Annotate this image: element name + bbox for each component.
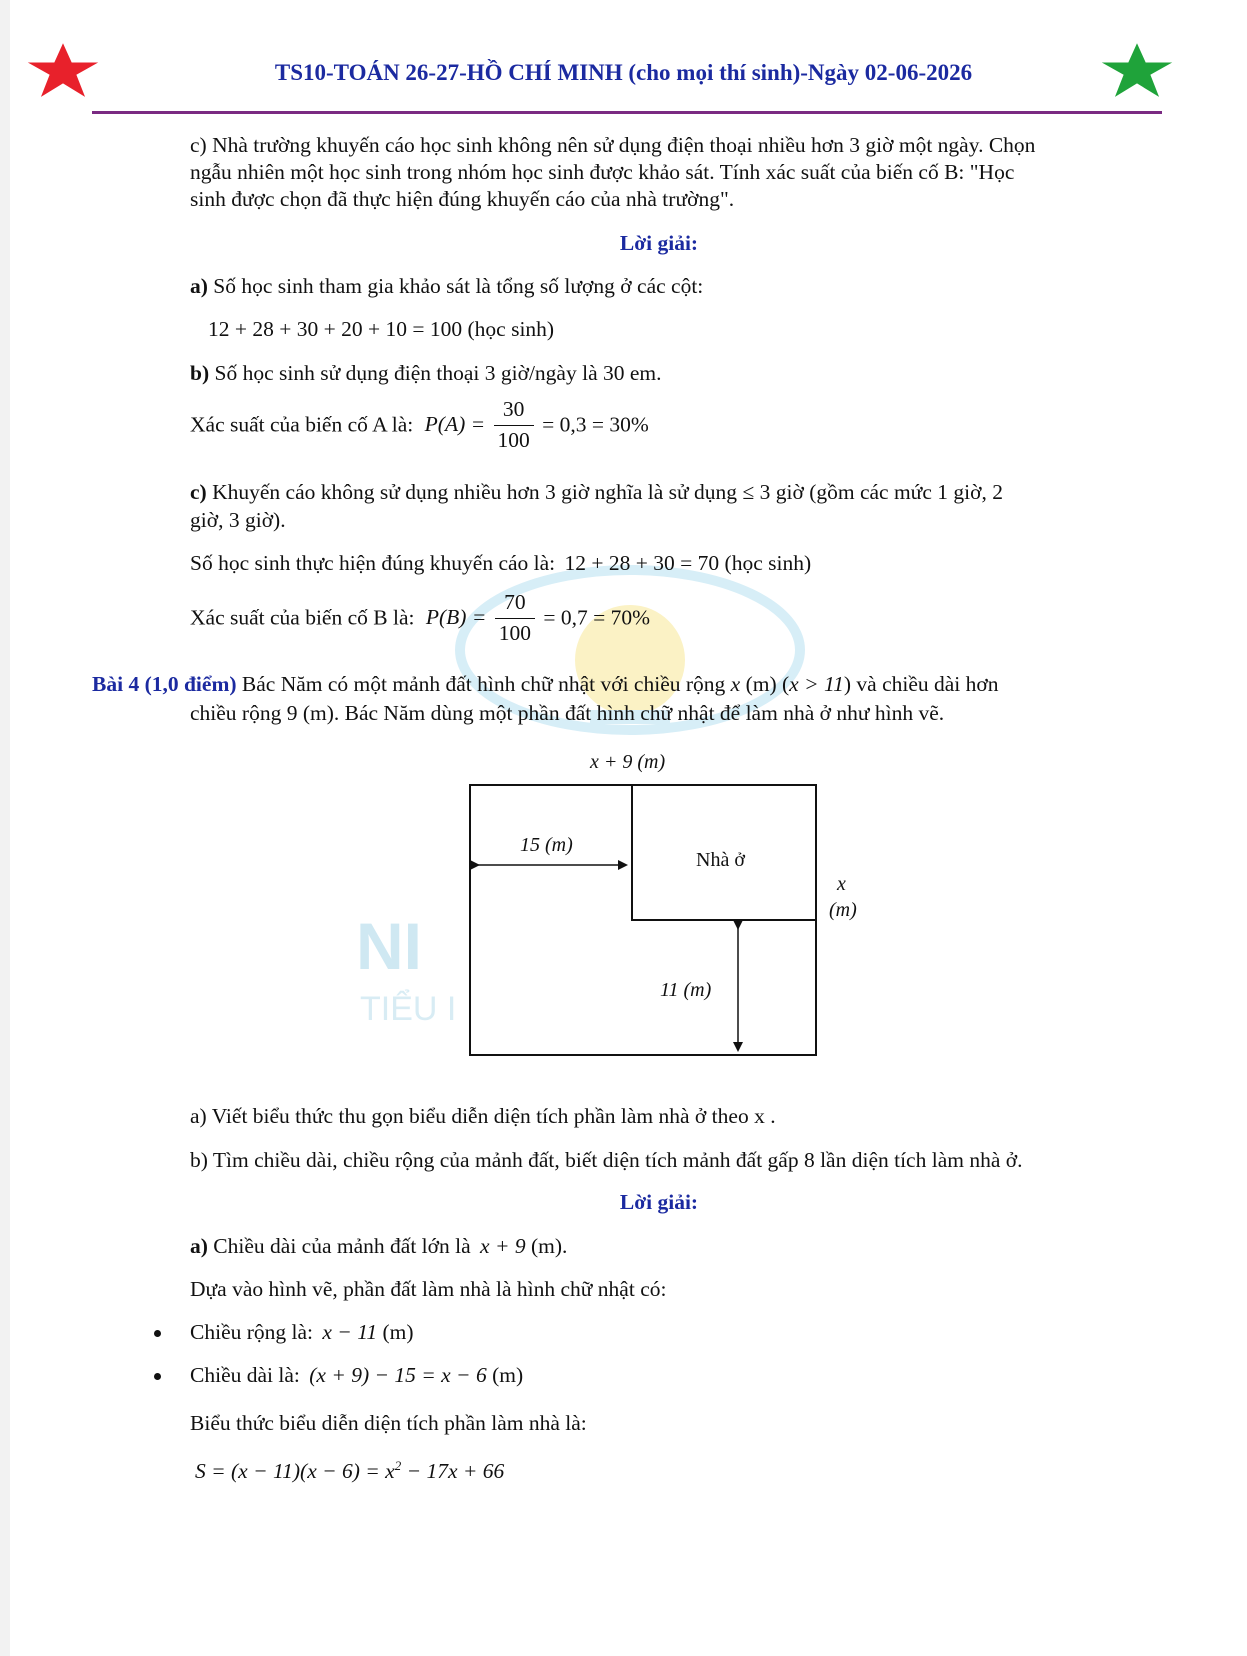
sol3-count-unit: (học sinh) xyxy=(724,551,812,575)
sol4-length-expression: (x + 9) − 15 = x − 6 xyxy=(309,1363,487,1387)
sol3-pa-line xyxy=(190,397,649,454)
sol3-pb-line xyxy=(190,590,650,647)
sol4-width-expression: x − 11 xyxy=(322,1320,378,1344)
q4-line-2: chiều rộng 9 (m). Bác Năm dùng một phần đất hình chữ nhật để làm nhà ở như hình vẽ. xyxy=(190,701,945,725)
figure-top-label: x + 9 (m) xyxy=(590,751,666,773)
sol4-area-intro: Biểu thức biểu diễn diện tích phần làm nhà là: xyxy=(190,1411,587,1435)
bullet-dot-icon xyxy=(154,1330,161,1337)
sol4-length-text: Chiều dài là: xyxy=(190,1363,300,1387)
figure-left-label: 15 (m) xyxy=(520,834,573,856)
sol3-b-line xyxy=(190,361,662,387)
q4-part-b: b) Tìm chiều dài, chiều rộng của mảnh đất, biết diện tích mảnh đất gấp 8 lần diện tích làm nhà ở. xyxy=(190,1148,1023,1172)
sol4-length-line xyxy=(190,1363,523,1389)
sol4-a-line xyxy=(190,1234,567,1260)
sol4-a-label: a) xyxy=(190,1234,208,1258)
sol3-c-le: ≤ 3 xyxy=(742,480,771,504)
sol4-a-text: Chiều dài của mảnh đất lớn là xyxy=(213,1234,471,1258)
q3c-line-2: ngẫu nhiên một học sinh trong nhóm học sinh được khảo sát. Tính xác suất của biến cố B: "Học xyxy=(190,160,1015,184)
sol3-pb-numerator: 70 xyxy=(495,590,535,619)
sol3-a-line xyxy=(190,274,703,300)
land-plot-figure xyxy=(440,740,880,1080)
sol3-pa-text: Xác suất của biến cố A là: xyxy=(190,412,414,437)
solution-heading: Lời giải: xyxy=(619,231,699,255)
sol3-c-line-1 xyxy=(190,480,1003,506)
sol3-pb-text: Xác suất của biến cố B là: xyxy=(190,605,415,630)
sol3-pa-denominator: 100 xyxy=(497,427,530,452)
sol3-a-expression-line xyxy=(208,317,554,343)
sol3-count-line xyxy=(190,551,811,577)
solution-heading-2: Lời giải: xyxy=(619,1190,699,1214)
q4-line-1-b: (m) ( xyxy=(745,672,790,696)
bullet-dot-icon xyxy=(154,1373,161,1380)
figure-bottom-label: 11 (m) xyxy=(660,979,712,1001)
q4-line-1-a: Bác Năm có một mảnh đất hình chữ nhật với chiều rộng xyxy=(241,672,726,696)
sol3-pa-rhs: = 0,3 = 30% xyxy=(542,412,649,437)
sol3-count-text: Số học sinh thực hiện đúng khuyến cáo là: xyxy=(190,551,556,575)
sol3-a-label: a) xyxy=(190,274,208,298)
watermark-small-text: TIỂU I xyxy=(360,990,457,1028)
q4-line-1-cond: x > 11 xyxy=(789,672,844,696)
sol3-b-text: Số học sinh sử dụng điện thoại 3 giờ/ngày là 30 em. xyxy=(214,361,662,385)
sol3-a-text: Số học sinh tham gia khảo sát là tổng số lượng ở các cột: xyxy=(213,274,704,298)
sol3-pa-fraction xyxy=(494,397,534,454)
q4-part-a: a) Viết biểu thức thu gọn biểu diễn diện tích phần làm nhà ở theo x . xyxy=(190,1104,776,1128)
sol3-a-unit: (học sinh) xyxy=(467,317,555,341)
sol3-pa-lhs: P(A) = xyxy=(424,412,486,437)
header-divider xyxy=(92,111,1162,114)
sol3-c-text-1: Khuyến cáo không sử dụng nhiều hơn 3 giờ nghĩa là sử dụng xyxy=(212,480,738,504)
q3c-line-3: sinh được chọn đã thực hiện đúng khuyến cáo của nhà trường". xyxy=(190,187,735,211)
sol3-pa-numerator: 30 xyxy=(494,397,534,426)
sol4-area-sup: 2 xyxy=(394,1458,402,1473)
sol4-width-unit: (m) xyxy=(382,1320,414,1344)
sol3-c-label: c) xyxy=(190,480,207,504)
sol3-pb-rhs: = 0,7 = 70% xyxy=(543,605,650,630)
sol3-count-expression: 12 + 28 + 30 = 70 xyxy=(564,551,720,575)
q4-line-1 xyxy=(92,672,999,698)
q4-line-1-c: ) và chiều dài hơn xyxy=(843,672,999,696)
sol3-pb-denominator: 100 xyxy=(498,620,531,645)
sol4-area-rhs: − 17x + 66 xyxy=(401,1459,505,1484)
figure-right-label-x: x xyxy=(837,873,846,895)
sol4-width-text: Chiều rộng là: xyxy=(190,1320,314,1344)
sol3-b-label: b) xyxy=(190,361,210,385)
sol3-a-expression: 12 + 28 + 30 + 20 + 10 = 100 xyxy=(208,317,463,341)
q4-line-1-x: x xyxy=(730,672,741,696)
figure-right-label-unit: (m) xyxy=(829,899,857,921)
sol4-a-expression: x + 9 xyxy=(480,1234,526,1258)
sol3-pb-fraction xyxy=(495,590,535,647)
figure-house-label: Nhà ở xyxy=(696,849,745,871)
sol3-pb-lhs: P(B) = xyxy=(425,605,487,630)
q3c-line-1: c) Nhà trường khuyến cáo học sinh không nên sử dụng điện thoại nhiều hơn 3 giờ một ngày. Chọn xyxy=(190,133,1036,157)
watermark-big-text: NI xyxy=(356,909,422,983)
sol4-area-lhs: S = (x − 11)(x − 6) = x xyxy=(195,1459,395,1484)
sol4-a-unit: (m). xyxy=(530,1234,568,1258)
sol4-area-expression xyxy=(195,1458,504,1485)
sol4-intro: Dựa vào hình vẽ, phần đất làm nhà là hình chữ nhật có: xyxy=(190,1277,667,1301)
sol3-c-line-2: giờ, 3 giờ). xyxy=(190,508,286,532)
sol3-c-text-2: giờ (gồm các mức 1 giờ, 2 xyxy=(775,480,1003,504)
sol4-width-line xyxy=(190,1320,414,1346)
page-header-title: TS10-TOÁN 26-27-HỒ CHÍ MINH (cho mọi thí sinh)-Ngày 02-06-2026 xyxy=(274,60,973,85)
q4-label: Bài 4 (1,0 điểm) xyxy=(92,672,237,696)
sol4-length-unit: (m) xyxy=(492,1363,524,1387)
